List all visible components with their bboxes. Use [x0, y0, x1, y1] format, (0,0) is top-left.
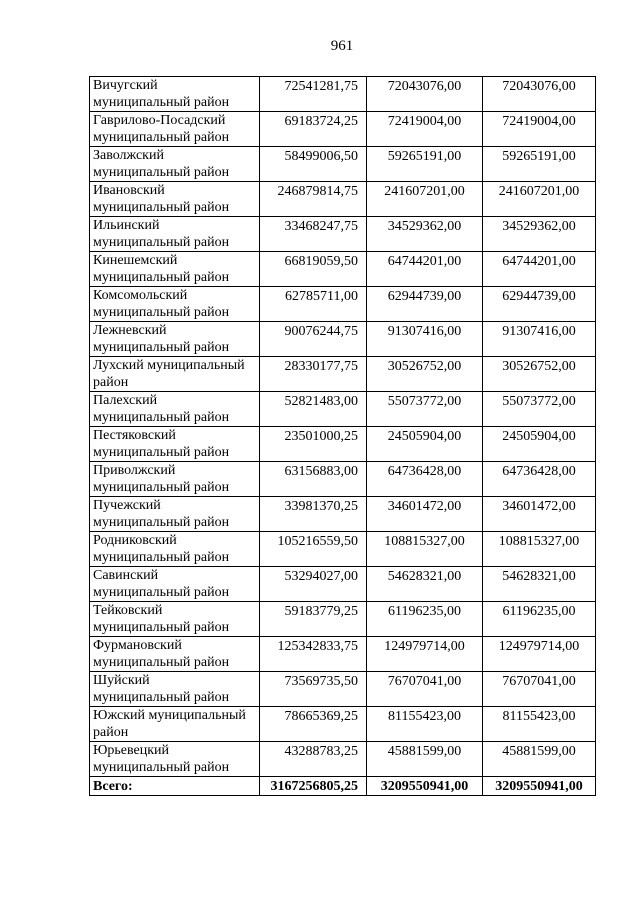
- amount-cell-2: 64744201,00: [367, 252, 483, 287]
- amount-cell-2: 61196235,00: [367, 602, 483, 637]
- district-name-line: муниципальный район: [93, 305, 230, 320]
- district-name-line: Савинский: [93, 568, 159, 583]
- amount-cell-2: 34529362,00: [367, 217, 483, 252]
- district-name-cell: [90, 217, 260, 252]
- amount-cell-2: 62944739,00: [367, 287, 483, 322]
- district-name-line: район: [93, 375, 129, 390]
- table-row: [90, 672, 596, 707]
- table-row: [90, 742, 596, 777]
- district-name-line: муниципальный район: [93, 445, 230, 460]
- amount-cell-1: 246879814,75: [260, 182, 367, 217]
- amount-cell-3: 24505904,00: [483, 427, 596, 462]
- total-row: [90, 777, 596, 796]
- district-name-line: Комсомольский: [93, 288, 188, 303]
- amount-cell-3: 55073772,00: [483, 392, 596, 427]
- district-name-cell: [90, 497, 260, 532]
- district-name-line: муниципальный район: [93, 480, 230, 495]
- district-name-cell: [90, 252, 260, 287]
- amount-cell-1: 28330177,75: [260, 357, 367, 392]
- table-row: [90, 462, 596, 497]
- table-body: [90, 77, 596, 796]
- district-name-line: Кинешемский: [93, 253, 178, 268]
- amount-cell-3: 241607201,00: [483, 182, 596, 217]
- district-name-line: Лухский муниципальный: [93, 358, 245, 373]
- district-name-cell: [90, 182, 260, 217]
- district-name-cell: [90, 357, 260, 392]
- amount-cell-3: 59265191,00: [483, 147, 596, 182]
- district-name-line: муниципальный район: [93, 690, 230, 705]
- district-name-line: муниципальный район: [93, 130, 230, 145]
- amount-cell-3: 76707041,00: [483, 672, 596, 707]
- amount-cell-3: 54628321,00: [483, 567, 596, 602]
- district-name-cell: [90, 427, 260, 462]
- district-name-line: муниципальный район: [93, 95, 230, 110]
- amount-cell-1: 90076244,75: [260, 322, 367, 357]
- table-row: [90, 322, 596, 357]
- table-row: [90, 567, 596, 602]
- amount-cell-1: 78665369,25: [260, 707, 367, 742]
- budget-table: [89, 76, 596, 796]
- amount-cell-1: 66819059,50: [260, 252, 367, 287]
- district-name-line: Родниковский: [93, 533, 177, 548]
- total-value-2: 3209550941,00: [367, 777, 483, 796]
- district-name-line: Приволжский: [93, 463, 176, 478]
- page-number: 961: [330, 38, 354, 54]
- table-row: [90, 252, 596, 287]
- amount-cell-3: 64736428,00: [483, 462, 596, 497]
- district-name-cell: [90, 322, 260, 357]
- district-name-cell: [90, 567, 260, 602]
- district-name-cell: [90, 742, 260, 777]
- district-name-cell: [90, 392, 260, 427]
- amount-cell-1: 73569735,50: [260, 672, 367, 707]
- amount-cell-2: 24505904,00: [367, 427, 483, 462]
- amount-cell-1: 53294027,00: [260, 567, 367, 602]
- amount-cell-2: 76707041,00: [367, 672, 483, 707]
- district-name-line: муниципальный район: [93, 620, 230, 635]
- district-name-line: муниципальный район: [93, 760, 230, 775]
- amount-cell-3: 124979714,00: [483, 637, 596, 672]
- amount-cell-2: 55073772,00: [367, 392, 483, 427]
- district-name-line: Тейковский: [93, 603, 163, 618]
- district-name-line: муниципальный район: [93, 235, 230, 250]
- amount-cell-2: 241607201,00: [367, 182, 483, 217]
- district-name-cell: [90, 462, 260, 497]
- table-row: [90, 147, 596, 182]
- district-name-cell: [90, 287, 260, 322]
- district-name-line: муниципальный район: [93, 515, 230, 530]
- district-name-line: муниципальный район: [93, 165, 230, 180]
- amount-cell-2: 72419004,00: [367, 112, 483, 147]
- amount-cell-1: 69183724,25: [260, 112, 367, 147]
- district-name-line: Лежневский: [93, 323, 167, 338]
- table-row: [90, 357, 596, 392]
- amount-cell-1: 105216559,50: [260, 532, 367, 567]
- table-row: [90, 287, 596, 322]
- district-name-cell: [90, 707, 260, 742]
- district-name-line: Вичугский: [93, 78, 158, 93]
- table-row: [90, 602, 596, 637]
- district-name-line: муниципальный район: [93, 200, 230, 215]
- district-name-cell: [90, 602, 260, 637]
- table-row: [90, 77, 596, 112]
- district-name-cell: [90, 77, 260, 112]
- amount-cell-2: 64736428,00: [367, 462, 483, 497]
- district-name-line: муниципальный район: [93, 550, 230, 565]
- table-row: [90, 182, 596, 217]
- amount-cell-3: 81155423,00: [483, 707, 596, 742]
- table-row: [90, 392, 596, 427]
- amount-cell-3: 91307416,00: [483, 322, 596, 357]
- amount-cell-1: 23501000,25: [260, 427, 367, 462]
- amount-cell-2: 54628321,00: [367, 567, 483, 602]
- district-name-line: Заволжский: [93, 148, 164, 163]
- amount-cell-3: 62944739,00: [483, 287, 596, 322]
- table-row: [90, 112, 596, 147]
- amount-cell-2: 124979714,00: [367, 637, 483, 672]
- amount-cell-1: 63156883,00: [260, 462, 367, 497]
- table-row: [90, 707, 596, 742]
- district-name-cell: [90, 672, 260, 707]
- district-name-cell: [90, 147, 260, 182]
- table-row: [90, 637, 596, 672]
- amount-cell-3: 34601472,00: [483, 497, 596, 532]
- amount-cell-3: 61196235,00: [483, 602, 596, 637]
- district-name-line: Ивановский: [93, 183, 165, 198]
- total-value-1: 3167256805,25: [260, 777, 367, 796]
- district-name-line: Фурмановский: [93, 638, 182, 653]
- amount-cell-3: 45881599,00: [483, 742, 596, 777]
- total-value-3: 3209550941,00: [483, 777, 596, 796]
- district-name-cell: [90, 112, 260, 147]
- amount-cell-1: 59183779,25: [260, 602, 367, 637]
- table-row: [90, 497, 596, 532]
- amount-cell-1: 72541281,75: [260, 77, 367, 112]
- district-name-line: Пучежский: [93, 498, 161, 513]
- table-row: [90, 532, 596, 567]
- district-name-cell: [90, 637, 260, 672]
- amount-cell-1: 43288783,25: [260, 742, 367, 777]
- amount-cell-2: 45881599,00: [367, 742, 483, 777]
- total-label: Всего:: [90, 777, 260, 796]
- amount-cell-3: 34529362,00: [483, 217, 596, 252]
- amount-cell-3: 64744201,00: [483, 252, 596, 287]
- amount-cell-2: 34601472,00: [367, 497, 483, 532]
- table-row: [90, 217, 596, 252]
- district-name-cell: [90, 532, 260, 567]
- district-name-line: район: [93, 725, 129, 740]
- district-name-line: муниципальный район: [93, 410, 230, 425]
- district-name-line: муниципальный район: [93, 585, 230, 600]
- district-name-line: Шуйский: [93, 673, 150, 688]
- amount-cell-1: 58499006,50: [260, 147, 367, 182]
- district-name-line: муниципальный район: [93, 340, 230, 355]
- amount-cell-2: 30526752,00: [367, 357, 483, 392]
- amount-cell-2: 72043076,00: [367, 77, 483, 112]
- amount-cell-2: 91307416,00: [367, 322, 483, 357]
- amount-cell-3: 72419004,00: [483, 112, 596, 147]
- amount-cell-1: 52821483,00: [260, 392, 367, 427]
- district-name-line: Ильинский: [93, 218, 160, 233]
- amount-cell-3: 30526752,00: [483, 357, 596, 392]
- amount-cell-2: 59265191,00: [367, 147, 483, 182]
- table-row: [90, 427, 596, 462]
- district-name-line: муниципальный район: [93, 655, 230, 670]
- amount-cell-2: 108815327,00: [367, 532, 483, 567]
- amount-cell-1: 62785711,00: [260, 287, 367, 322]
- amount-cell-1: 125342833,75: [260, 637, 367, 672]
- district-name-line: Гаврилово-Посадский: [93, 113, 226, 128]
- amount-cell-1: 33468247,75: [260, 217, 367, 252]
- amount-cell-3: 108815327,00: [483, 532, 596, 567]
- district-name-line: Пестяковский: [93, 428, 176, 443]
- district-name-line: муниципальный район: [93, 270, 230, 285]
- amount-cell-3: 72043076,00: [483, 77, 596, 112]
- amount-cell-2: 81155423,00: [367, 707, 483, 742]
- district-name-line: Палехский: [93, 393, 158, 408]
- district-name-line: Южский муниципальный: [93, 708, 246, 723]
- amount-cell-1: 33981370,25: [260, 497, 367, 532]
- district-name-line: Юрьевецкий: [93, 743, 170, 758]
